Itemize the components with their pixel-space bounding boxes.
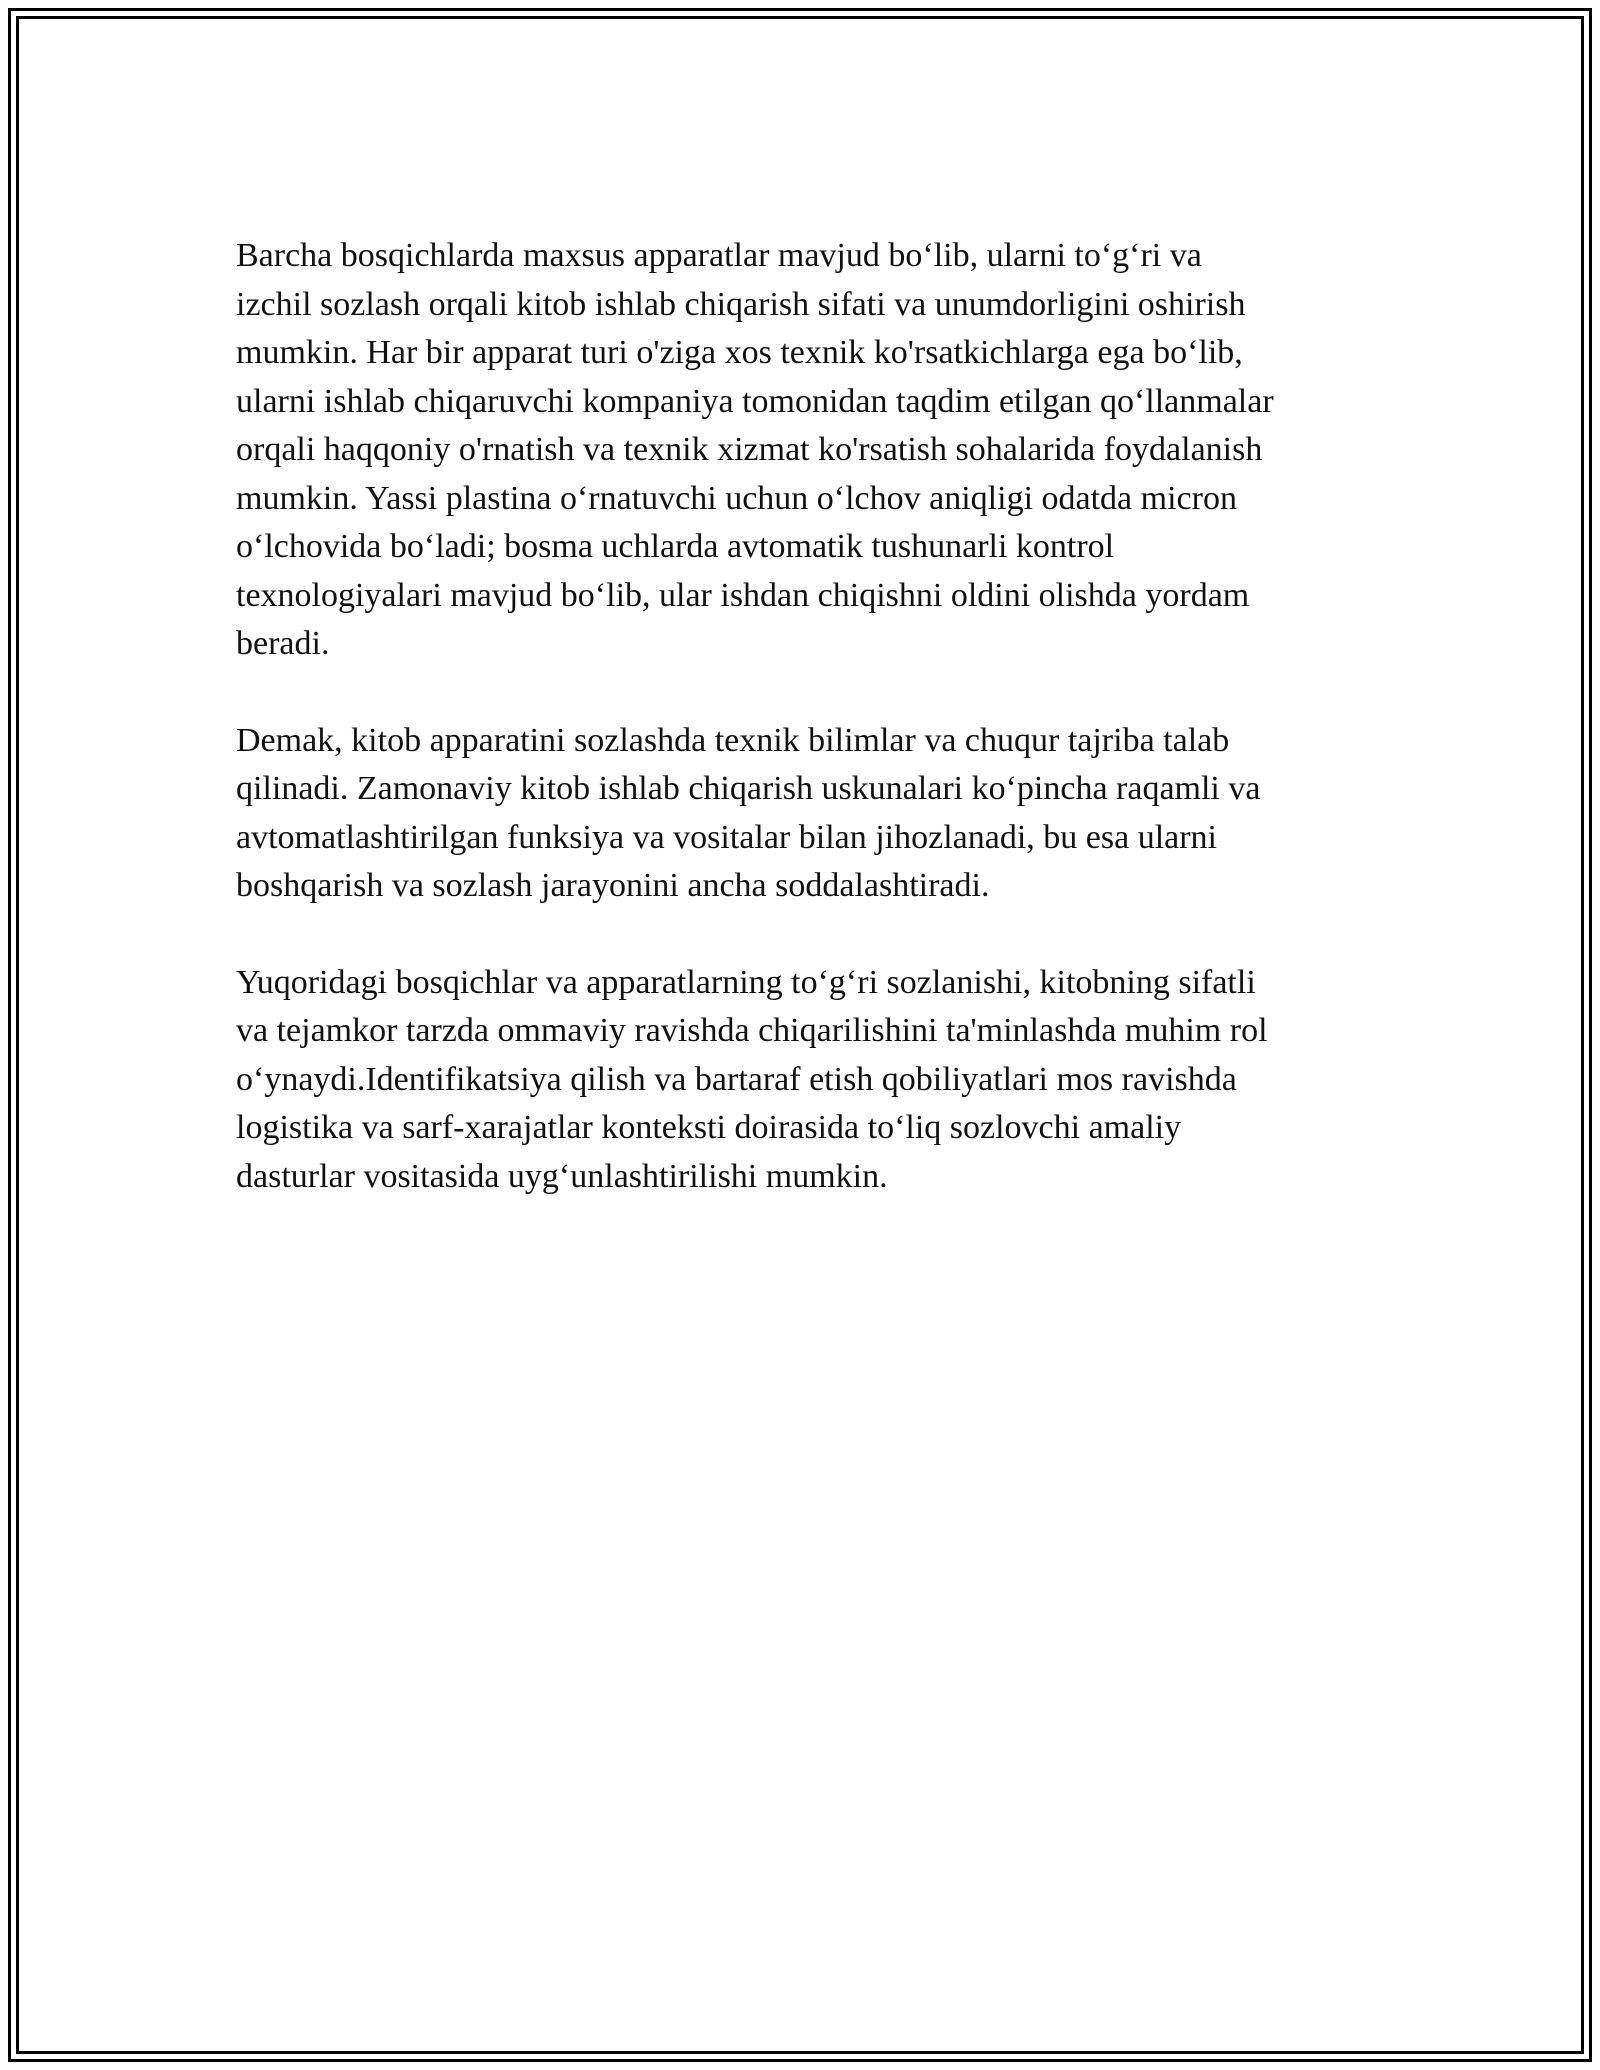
text-line: ularni ishlab chiqaruvchi kompaniya tomonidan taqdim etilgan qo‘llanmalar (236, 382, 1274, 420)
text-line: izchil sozlash orqali kitob ishlab chiqarish sifati va unumdorligini oshirish (236, 285, 1246, 323)
text-line: qilinadi. Zamonaviy kitob ishlab chiqarish uskunalari ko‘pincha raqamli va (236, 770, 1261, 807)
text-line: Yuqoridagi bosqichlar va apparatlarning to‘g‘ri sozlanishi, kitobning sifatli (236, 963, 1256, 1001)
text-line: logistika va sarf-xarajatlar konteksti doirasida to‘liq sozlovchi amaliy (236, 1109, 1182, 1146)
text-line: o‘lchovida bo‘ladi; bosma uchlarda avtomatik tushunarli kontrol (236, 528, 1115, 565)
paragraph-2 (236, 717, 1376, 911)
text-line: Demak, kitob apparatini sozlashda texnik bilimlar va chuqur tajriba talab (236, 721, 1230, 759)
text-line: orqali haqqoniy o'rnatish va texnik xizmat ko'rsatish sohalarida foydalanish (236, 431, 1263, 468)
paragraph-3 (236, 959, 1376, 1202)
text-line: dasturlar vositasida uyg‘unlashtirilishi mumkin. (236, 1157, 888, 1195)
text-line: va tejamkor tarzda ommaviy ravishda chiqarilishini ta'minlashda muhim rol (236, 1012, 1268, 1049)
text-line: mumkin. Yassi plastina o‘rnatuvchi uchun o‘lchov aniqligi odatda micron (236, 479, 1237, 517)
text-line: avtomatlashtirilgan funksiya va vositalar bilan jihozlanadi, bu esa ularni (236, 818, 1218, 856)
text-line: Barcha bosqichlarda maxsus apparatlar mavjud bo‘lib, ularni to‘g‘ri va (236, 237, 1202, 274)
paragraph-1 (236, 232, 1376, 669)
text-line: texnologiyalari mavjud bo‘lib, ular ishdan chiqishni oldini olishda yordam (236, 576, 1250, 614)
text-line: o‘ynaydi.Identifikatsiya qilish va bartaraf etish qobiliyatlari mos ravishda (236, 1060, 1237, 1098)
text-line: mumkin. Har bir apparat turi o'ziga xos texnik ko'rsatkichlarga ega bo‘lib, (236, 334, 1243, 371)
text-line: beradi. (236, 625, 330, 662)
text-line: boshqarish va sozlash jarayonini ancha soddalashtiradi. (236, 867, 990, 904)
document-body (236, 232, 1376, 1249)
